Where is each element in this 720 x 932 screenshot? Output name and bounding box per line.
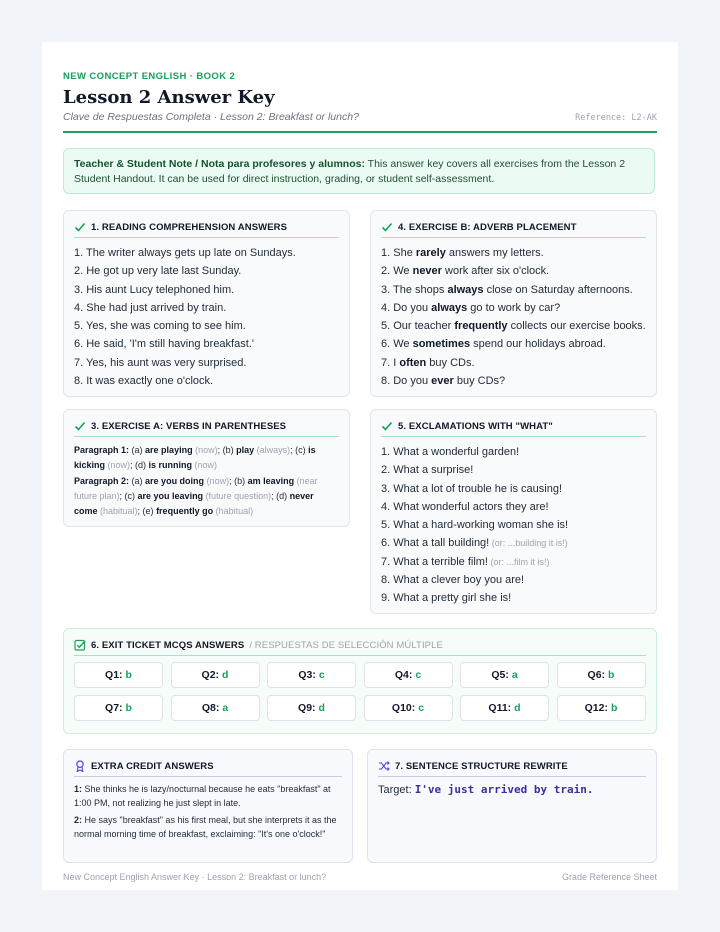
- exclamations-list: [381, 443, 646, 608]
- verbs-exercise-card: [63, 409, 350, 527]
- list-item: 1. The writer always gets up late on Sundays.: [74, 247, 296, 259]
- page-title: Lesson 2 Answer Key: [63, 87, 275, 108]
- list-item: 5. Yes, she was coming to see him.: [74, 320, 246, 333]
- header-divider: [63, 131, 657, 133]
- extra-credit-card: [63, 749, 353, 863]
- list-item: 4. She had just arrived by train.: [74, 301, 227, 314]
- mcq-answers-card: [63, 628, 657, 734]
- card-title: 6. EXIT TICKET MCQS ANSWERS: [91, 639, 245, 651]
- mcq-answer: Q9: d: [267, 695, 356, 721]
- card-subtitle: / RESPUESTAS DE SELECCIÓN MÚLTIPLE: [249, 639, 443, 651]
- adverb-list: [381, 244, 646, 390]
- card-title: EXTRA CREDIT ANSWERS: [91, 760, 214, 772]
- extra-answer-2: 2: He says "breakfast" as his first meal, but she interprets it as the normal morning time of breakfast, exclaiming: "It's one o'clock!": [74, 815, 337, 839]
- list-item: 4. What wonderful actors they are!: [381, 500, 549, 513]
- mcq-answer: Q7: b: [74, 695, 163, 721]
- check-icon: [74, 420, 86, 432]
- mcq-answer: Q5: a: [460, 662, 549, 688]
- mcq-answer: Q12: b: [557, 695, 646, 721]
- list-item: 2. We never work after six o'clock.: [381, 265, 550, 278]
- card-header: [74, 760, 342, 777]
- list-item: 6. We sometimes spend our holidays abroad.: [381, 338, 606, 351]
- card-title: 4. EXERCISE B: ADVERB PLACEMENT: [398, 221, 577, 233]
- list-item: 3. What a lot of trouble he is causing!: [381, 482, 562, 495]
- list-item: 5. What a hard-working woman she is!: [381, 519, 569, 532]
- footer-right: Grade Reference Sheet: [561, 872, 657, 882]
- list-item: 5. Our teacher frequently collects our exercise books.: [381, 320, 646, 333]
- list-item: 7. Yes, his aunt was very surprised.: [74, 356, 247, 369]
- list-item: 7. What a terrible film! (or: ...film it is!): [381, 555, 550, 568]
- shuffle-icon: [378, 760, 390, 772]
- checkbox-icon: [74, 639, 86, 651]
- extra-answer-1: 1: She thinks he is lazy/nocturnal because he eats "breakfast" at 1:00 PM, not realizing he just slept in late.: [74, 784, 331, 808]
- mcq-answer: Q10: c: [364, 695, 453, 721]
- reading-list: [74, 244, 339, 390]
- list-item: 8. What a clever boy you are!: [381, 574, 525, 587]
- reading-answers-card: [63, 210, 350, 397]
- check-icon: [381, 221, 393, 233]
- list-item: 6. He said, 'I'm still having breakfast.': [74, 338, 254, 351]
- mcq-answer: Q3: c: [267, 662, 356, 688]
- mcq-answer: Q6: b: [557, 662, 646, 688]
- teacher-note: [63, 148, 655, 194]
- mcq-answer: Q11: d: [460, 695, 549, 721]
- series-label: NEW CONCEPT ENGLISH · BOOK 2: [63, 71, 236, 82]
- list-item: 4. Do you always go to work by car?: [381, 301, 561, 314]
- paragraph-2-answers: Paragraph 2: (a) are you doing (now); (b) am leaving (near future plan); (c) are you leaving (future question); (d) never come (habitual); (e) frequently go (habitual): [74, 476, 318, 516]
- card-header: [74, 639, 646, 656]
- paragraph-1-answers: Paragraph 1: (a) are playing (now); (b) play (always); (c) is kicking (now); (d) is running (now): [74, 445, 316, 470]
- card-header: [74, 420, 339, 437]
- card-title: 1. READING COMPREHENSION ANSWERS: [91, 221, 288, 233]
- card-title: 5. EXCLAMATIONS WITH "WHAT": [398, 420, 553, 432]
- list-item: 3. His aunt Lucy telephoned him.: [74, 283, 235, 296]
- card-title: 7. SENTENCE STRUCTURE REWRITE: [395, 760, 568, 772]
- list-item: 2. He got up very late last Sunday.: [74, 265, 242, 278]
- note-label: Teacher & Student Note / Nota para profesores y alumnos:: [74, 158, 365, 170]
- card-header: [74, 221, 339, 238]
- note-text: This answer key covers all exercises from the Lesson 2 Student Handout. It can be used for direct instruction, grading, or student self-assessment.: [74, 158, 626, 185]
- check-icon: [381, 420, 393, 432]
- list-item: 3. The shops always close on Saturday afternoons.: [381, 283, 633, 296]
- list-item: 8. It was exactly one o'clock.: [74, 375, 214, 388]
- rewrite-target: Target: I've just arrived by train.: [378, 783, 594, 796]
- footer-left: New Concept English Answer Key · Lesson 2: Breakfast or lunch?: [63, 872, 327, 882]
- list-item: 7. I often buy CDs.: [381, 356, 475, 369]
- card-header: [381, 221, 646, 238]
- page-subtitle: Clave de Respuestas Completa · Lesson 2: Breakfast or lunch?: [63, 111, 359, 123]
- list-item: 8. Do you ever buy CDs?: [381, 375, 506, 388]
- mcq-answer: Q8: a: [171, 695, 260, 721]
- adverb-placement-card: [370, 210, 657, 397]
- card-title: 3. EXERCISE A: VERBS IN PARENTHESES: [91, 420, 287, 432]
- mcq-grid: [74, 662, 646, 721]
- card-header: [378, 760, 646, 777]
- mcq-answer: Q4: c: [364, 662, 453, 688]
- list-item: 1. What a wonderful garden!: [381, 446, 520, 458]
- list-item: 9. What a pretty girl she is!: [381, 592, 512, 605]
- card-header: [381, 420, 646, 437]
- check-icon: [74, 221, 86, 233]
- ribbon-icon: [74, 760, 86, 772]
- exclamations-card: [370, 409, 657, 614]
- answer-key-page: [42, 42, 678, 890]
- list-item: 1. She rarely answers my letters.: [381, 247, 544, 259]
- mcq-answer: Q1: b: [74, 662, 163, 688]
- list-item: 6. What a tall building! (or: ...building it is!): [381, 537, 568, 550]
- sentence-rewrite-card: [367, 749, 657, 863]
- reference-code: Reference: L2-AK: [575, 113, 657, 123]
- rewrite-sentence: I've just arrived by train.: [414, 783, 594, 796]
- mcq-answer: Q2: d: [171, 662, 260, 688]
- list-item: 2. What a surprise!: [381, 464, 474, 477]
